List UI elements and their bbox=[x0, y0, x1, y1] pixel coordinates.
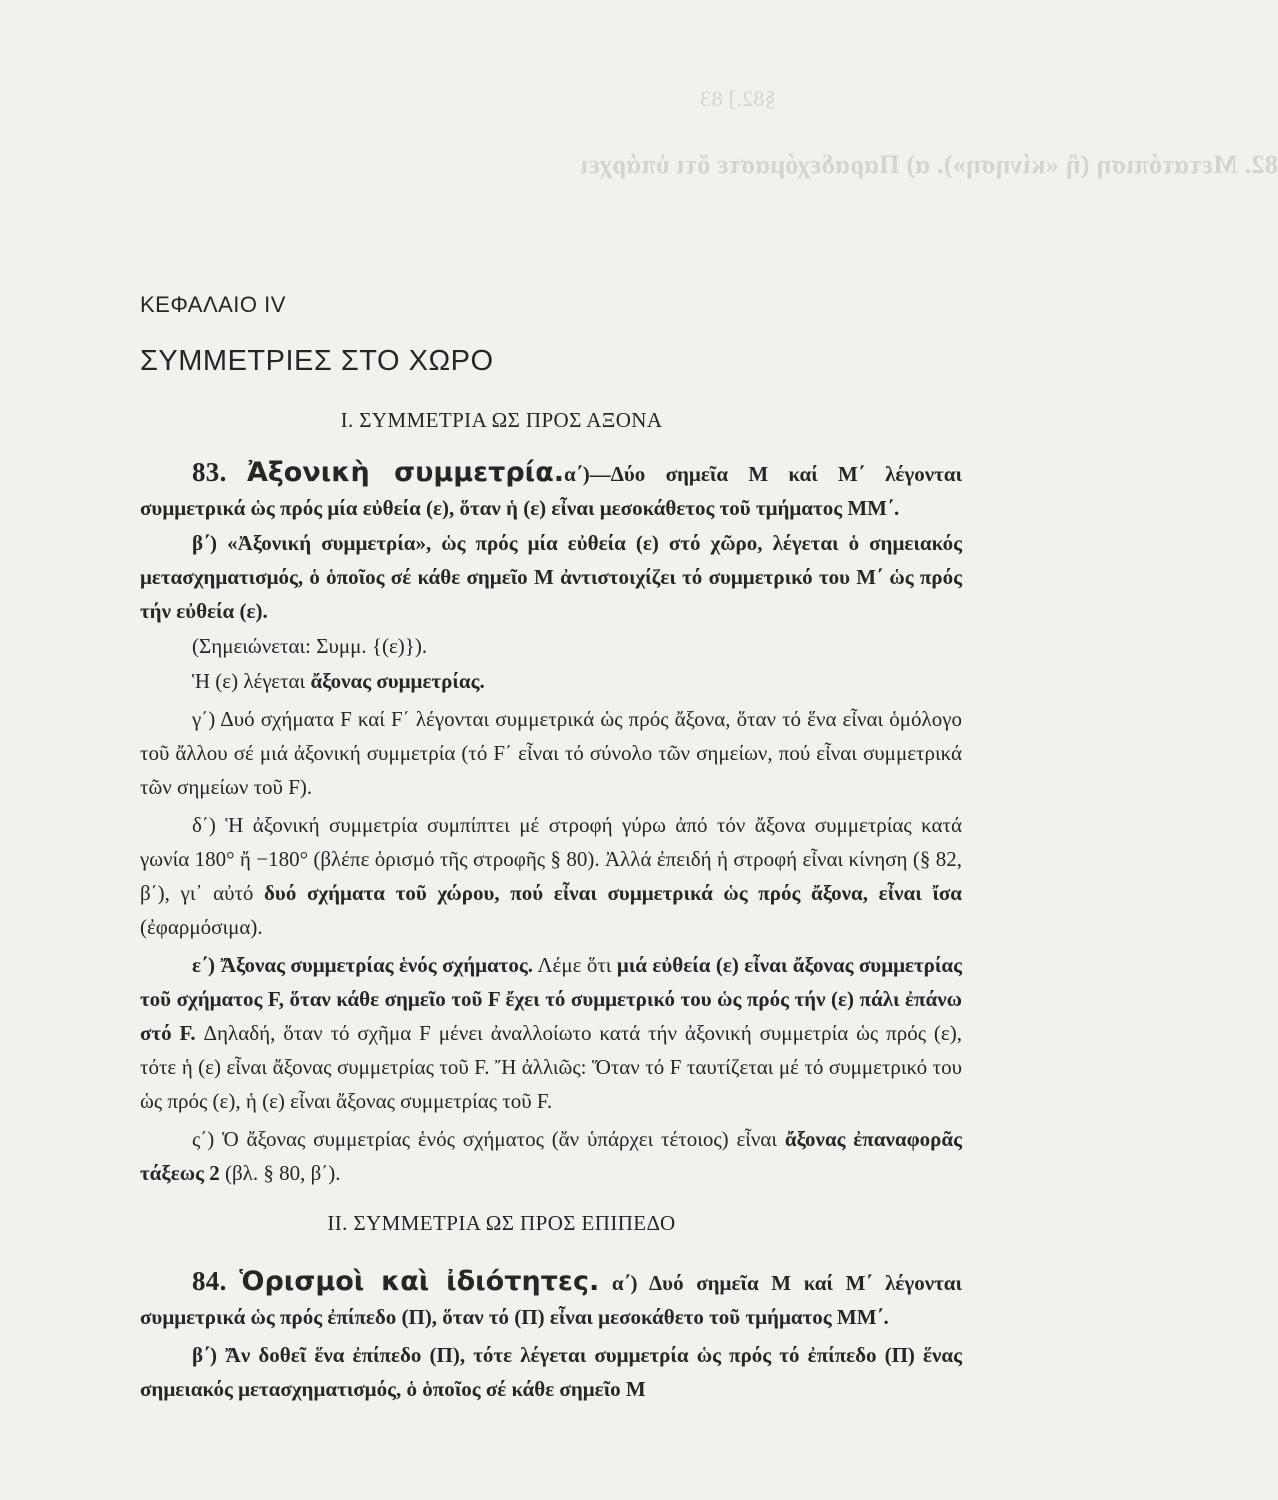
article-title: Ὁρισμοὶ καὶ ἰδιότητες. bbox=[239, 1266, 600, 1297]
axis-term: ἄξονας συμμετρίας. bbox=[310, 669, 485, 693]
paragraph-84a bbox=[140, 1264, 962, 1334]
paragraph-84b: β΄) Ἄν δοθεῖ ἕνα ἐπίπεδο (Π), τότε λέγεται συμμετρία ὡς πρός τό ἐπίπεδο (Π) ἕνας σημειακός μετασχηματισμός, ὁ ὁποῖος σέ κάθε σημεῖο M bbox=[140, 1343, 962, 1401]
paragraph-83d-text: δ΄) Ἡ ἀξονική συμμετρία συμπίπτει μέ στροφή γύρω ἀπό τόν ἄξονα συμμετρίας κατά γωνία 180° ἤ −180° (βλέπε ὁρισμό τῆς στροφῆς § 80). Ἀλλά ἐπειδή ἡ στροφή εἶναι κίνηση (§ 82, β΄), γι᾽ αὐτό bbox=[140, 813, 962, 905]
definition-text: α΄) Δυό σημεῖα M καί M΄ λέγονται συμμετρικά ὡς πρός ἐπίπεδο (Π), ὅταν τό (Π) εἶναι μεσοκάθετο τοῦ τμήματος MM΄. bbox=[140, 1271, 962, 1329]
paragraph-83e-emphasis: μιά εὐθεία (ε) εἶναι ἄξονας συμμετρίας τοῦ σχήματος F, ὅταν κάθε σημεῖο τοῦ F ἔχει τό συμμετρικό του ὡς πρός τήν (ε) πάλι ἐπάνω στό F. bbox=[140, 953, 962, 1045]
item-label: α΄)— bbox=[564, 462, 611, 486]
paragraph-83e bbox=[140, 948, 962, 1118]
bleed-through-title: 82. Μετατόπιση (ἢ «κίνηση»). α) Παραδεχόμαστε ὅτι ὑπάρχει bbox=[580, 150, 1278, 179]
paragraph-83d bbox=[140, 808, 962, 944]
paragraph-83e-intro: Λέμε ὅτι bbox=[533, 953, 617, 977]
paragraph-83b: β΄) «Ἀξονική συμμετρία», ὡς πρός μία εὐθεία (ε) στό χῶρο, λέγεται ὁ σημειακός μετασχηματισμός, ὁ ὁποῖος σέ κάθε σημεῖο M ἀντιστοιχίζει τό συμμετρικό του M΄ ὡς πρός τήν εὐθεία (ε). bbox=[140, 531, 962, 623]
article-83 bbox=[140, 455, 962, 1191]
article-title: Ἀξονικὴ συμμετρία. bbox=[246, 457, 565, 488]
paragraph-83e-heading: ε΄) Ἄξονας συμμετρίας ἑνός σχήματος. bbox=[192, 953, 534, 977]
article-number: 83. bbox=[192, 457, 227, 487]
chapter-label: ΚΕΦΑΛΑΙΟ IV bbox=[140, 292, 286, 317]
notation-note: (Σημειώνεται: Συμμ. {(ε)}). bbox=[192, 634, 428, 658]
paragraph-83d-end: (ἐφαρμόσιμα). bbox=[140, 915, 263, 939]
paragraph-83f-text: ς΄) Ὁ ἄξονας συμμετρίας ἑνός σχήματος (ἄν ὑπάρχει τέτοιος) εἶναι bbox=[192, 1127, 785, 1151]
paragraph-83f-end: (βλ. § 80, β΄). bbox=[219, 1161, 341, 1185]
paragraph-83f bbox=[140, 1122, 962, 1190]
paragraph-83a bbox=[140, 455, 962, 525]
paragraph-83f-emphasis: ἄξονας ἐπαναφορᾶς τάξεως 2 bbox=[140, 1127, 962, 1185]
axis-definition bbox=[140, 664, 962, 698]
paragraph-83e-text: Δηλαδή, ὅταν τό σχῆμα F μένει ἀναλλοίωτο κατά τήν ἀξονική συμμετρία ὡς πρός (ε), τότε ἡ (ε) εἶναι ἄξονας συμμετρίας τοῦ F. Ἤ ἀλλιῶς: Ὅταν τό F ταυτίζεται μέ τό συμμετρικό του ὡς πρός (ε), ἡ (ε) εἶναι ἄξονας συμμετρίας τοῦ F. bbox=[140, 1021, 962, 1113]
article-84 bbox=[140, 1264, 962, 1407]
section-heading-plane: II. ΣΥΜΜΕΤΡΙΑ ΩΣ ΠΡΟΣ ΕΠΙΠΕΔΟ bbox=[327, 1211, 676, 1235]
bleed-through-running-head: §82.] 83 bbox=[700, 86, 776, 111]
axis-definition-text: Ἡ (ε) λέγεται bbox=[192, 669, 311, 693]
paragraph-83c: γ΄) Δυό σχήματα F καί F΄ λέγονται συμμετρικά ὡς πρός ἄξονα, ὅταν τό ἕνα εἶναι ὁμόλογο τοῦ ἄλλου σέ μιά ἀξονική συμμετρία (τό F΄ εἶναι τό σύνολο τῶν σημείων, πού εἶναι συμμετρικά τῶν σημείων τοῦ F). bbox=[140, 707, 962, 799]
definition-text: Δύο σημεῖα M καί M΄ λέγονται συμμετρικά ὡς πρός μία εὐθεία (ε), ὅταν ἡ (ε) εἶναι μεσοκάθετος τοῦ τμήματος MM΄. bbox=[140, 462, 962, 520]
article-number: 84. bbox=[192, 1266, 227, 1296]
section-heading-axis: I. ΣΥΜΜΕΤΡΙΑ ΩΣ ΠΡΟΣ ΑΞΟΝΑ bbox=[340, 408, 663, 432]
paragraph-83d-emphasis: δυό σχήματα τοῦ χώρου, πού εἶναι συμμετρικά ὡς πρός ἄξονα, εἶναι ἴσα bbox=[264, 881, 962, 905]
chapter-title: ΣΥΜΜΕΤΡΙΕΣ ΣΤΟ ΧΩΡΟ bbox=[140, 345, 494, 377]
